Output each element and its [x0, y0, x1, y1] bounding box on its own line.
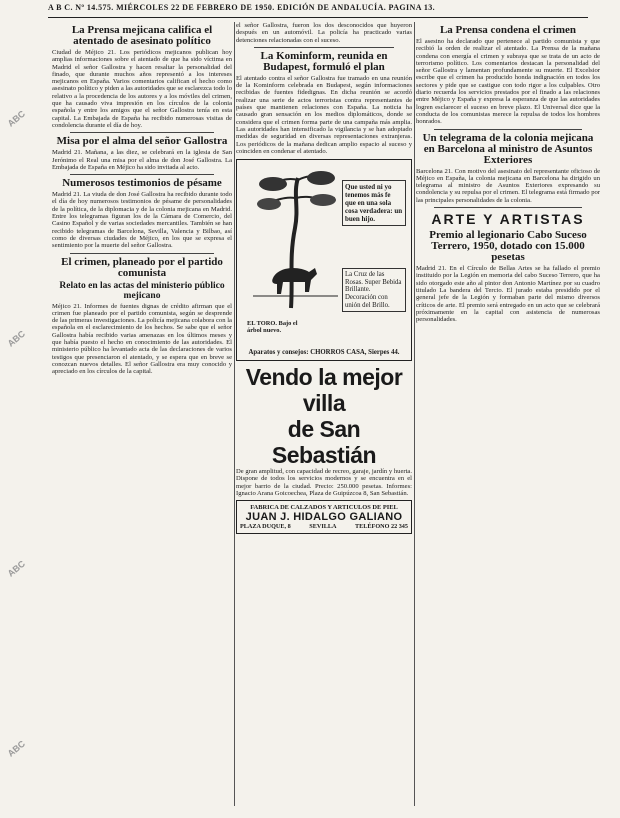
article-headline: La Kominform, reunida en Budapest, formuló el plan: [260, 49, 388, 73]
bull-and-tree-illustration: [243, 168, 343, 318]
advertisement-illustrated: [236, 159, 412, 361]
column-middle: [236, 22, 412, 806]
ad-brand-name: JUAN J. HIDALGO GALIANO: [245, 510, 403, 523]
separator: [70, 132, 214, 133]
watermark-stamp: ABC: [5, 328, 28, 349]
classified-headline: Vendo la mejor villa: [245, 364, 403, 417]
article-headline: Un telegrama de la colonia mejicana en Barcelona al ministro de Asuntos Exteriores: [422, 131, 594, 166]
section-title: ARTE Y ARTISTAS: [431, 211, 585, 228]
ad-address: PLAZA DUQUE, 8: [240, 522, 291, 530]
advertisement-box: [236, 500, 412, 534]
masthead: A B C. Nº 14.575. MIÉRCOLES 22 DE FEBRERO DE 1950. EDICIÓN DE ANDALUCÍA. PAGINA 13.: [48, 3, 588, 18]
ad-city: SEVILLA: [309, 522, 337, 530]
separator: [434, 207, 582, 208]
article-headline: El crimen, planeado por el partido comunista: [61, 255, 223, 279]
ad-text-box: Que usted ni yo tenemos más fe que en una sola cosa verdadera: un buen hijo.: [342, 180, 406, 226]
classified-body: De gran amplitud, con capacidad de recreo, garaje, jardín y huerta. Dispone de todos los servicios modernos y se encuentra en el mejor barrio de la ciudad. Precio: 250.000 pesetas. Informes: Ignacio Arana Goicoechea, Plaza de Guipúzcoa 8, San Sebastián.: [236, 468, 412, 497]
article-body: Madrid 21. Mañana, a las diez, se celebrará en la iglesia de San Jerónimo el Real una misa por el alma de don José Gallostra. La Embajada de España en Méjico ha sido invitada al acto.: [52, 149, 232, 171]
article-body: el señor Gallostra, fueron los dos desconocidos que huyeron después en un automóvil. La policía ha practicado varias detenciones relacionadas con el suceso.: [236, 22, 412, 44]
article-body: El asesino ha declarado que pertenece al partido comunista y que recibió la orden de realizar el atentado. La Prensa de la mañana condena con energía el crimen y subraya que se trata de un acto de terrorismo político. Los comentarios destacan la personalidad del señor Gallostra y lamentan profundamente su muerte. El Excelsior escribe que el crimen ha producido honda indignación en todos los sectores y pide que se castigue con todo rigor a los culpables. Otro diario recuerda los servicios prestados por el finado a las relaciones entre Méjico y España y expresa la esperanza de que las autoridades logren esclarecer el suceso en breve plazo. El Universal dice que la conducta de los comunistas merece la repulsa de todos los hombres honrados.: [416, 38, 600, 126]
separator: [70, 253, 214, 254]
ad-footer: Aparatos y consejos: CHORROS CASA, Sierpes 44.: [248, 348, 400, 356]
article-body: Madrid 21. En el Círculo de Bellas Artes se ha fallado el premio instituido por la Legión en memoria del cabo Suceso Terrero, que ha sido otorgado este año al pintor don Antonio Martínez por su cuadro titulado La bandera del Tercio. El jurado estaba presidido por el general jefe de la Legión y formaban parte del mismo diversos críticos de arte. El premio será entregado en un acto que se celebrará próximamente en la capital con asistencia de numerosas personalidades.: [416, 265, 600, 324]
article-body: Ciudad de Méjico 21. Los periódicos mejicanos publican hoy amplias informaciones sobre el atentado de que ha sido víctima en Madrid el señor Gallostra y hacen resaltar la personalidad del finado, que durante muchos años representó a los intereses mejicanos en España. Varios comentarios califican el hecho como asesinato político y piden a las autoridades que se esclarezca todo lo relativo a la procedencia de los autores y a los móviles del crimen, que ha causado viva impresión en los círculos de la colonia española y entre los amigos que el señor Gallostra tenía en esta capital. La Embajada de España ha recibido numerosas visitas de condolencia durante el día de hoy.: [52, 49, 232, 129]
article-body: Madrid 21. La viuda de don José Gallostra ha recibido durante todo el día de hoy numerosos testimonios de pésame de personalidades de la política, de la diplomacia y de la colonia mejicana en Madrid. Entre los telegramas figuran los de la Cámara de Comercio, del Casino Español y de varias sociedades mercantiles. También se han recibido telegramas de Barcelona, Sevilla, Valencia y Bilbao, así como de diversas ciudades de Méjico, en los que se expresa el sentimiento por la muerte del señor Gallostra.: [52, 191, 232, 250]
column-right: [416, 22, 600, 806]
ad-details-row: [240, 523, 408, 530]
article-headline: Premio al legionario Cabo Suceso Terrero, 1950, dotado con 15.000 pesetas: [429, 229, 587, 264]
article-body: El atentado contra el señor Gallostra fue tramado en una reunión de la Kominform celebrada en Budapest, según informaciones recibidas de fuentes fidedignas. En dicha reunión se acordó realizar una serie de actos terroristas contra representantes de países que mantienen relaciones con España. La noticia ha causado gran sensación en los medios diplomáticos, donde se considera que el crimen forma parte de una campaña más amplia. Las autoridades han intensificado la vigilancia y se han adoptado medidas de seguridad en diversas representaciones extranjeras. Los periódicos de la mañana dedican amplio espacio al suceso y coinciden en condenar el atentado.: [236, 74, 412, 155]
ad-tagline: FABRICA DE CALZADOS Y ARTICULOS DE PIEL: [250, 503, 398, 511]
column-left: [52, 22, 232, 806]
separator: [254, 47, 394, 48]
watermark-stamp: ABC: [5, 558, 28, 579]
classified-headline: de San Sebastián: [271, 416, 377, 469]
column-rule: [234, 22, 235, 806]
article-body: Méjico 21. Informes de fuentes dignas de crédito afirman que el crimen fue planeado por el partido comunista, según se desprende de las primeras investigaciones. La policía mejicana colabora con la española en el esclarecimiento de los hechos. Se sabe que el señor Gallostra había recibido varias amenazas en los últimos meses y que había puesto el hecho en conocimiento de las autoridades. El ministerio público ha levantado acta de las declaraciones de varios testigos que presenciaron el atentado, y se espera que en breve se conozcan nuevos detalles. El señor Gallostra era muy conocido y apreciado en los círculos de la capital.: [52, 302, 232, 376]
article-headline: La Prensa mejicana califica el atentado de asesinato político: [71, 24, 213, 47]
article-subheadline: Relato en las actas del ministerio público mejicano: [59, 280, 225, 301]
ad-caption: EL TORO. Bajo el árbol nuevo.: [247, 320, 298, 335]
column-rule: [414, 22, 415, 806]
watermark-stamp: ABC: [5, 738, 28, 759]
separator: [70, 174, 214, 175]
ad-text-box: La Cruz de las Rosas. Super Bebida Brillante. Decoración con unión del Brillo.: [342, 268, 406, 312]
article-headline: Numerosos testimonios de pésame: [62, 177, 222, 190]
article-headline: Misa por el alma del señor Gallostra: [56, 135, 228, 148]
article-body: Barcelona 21. Con motivo del asesinato del representante oficioso de Méjico en España, la colonia mejicana en Barcelona ha dirigido un telegrama al ministro de Asuntos Exteriores expresando su condolencia y su repulsa por el crimen. El telegrama está firmado por las principales personalidades de la colonia.: [416, 167, 600, 204]
article-headline: La Prensa condena el crimen: [439, 24, 577, 36]
separator: [434, 129, 582, 130]
watermark-stamp: ABC: [5, 108, 28, 129]
ad-phone: TELÉFONO 22 345: [355, 522, 408, 530]
